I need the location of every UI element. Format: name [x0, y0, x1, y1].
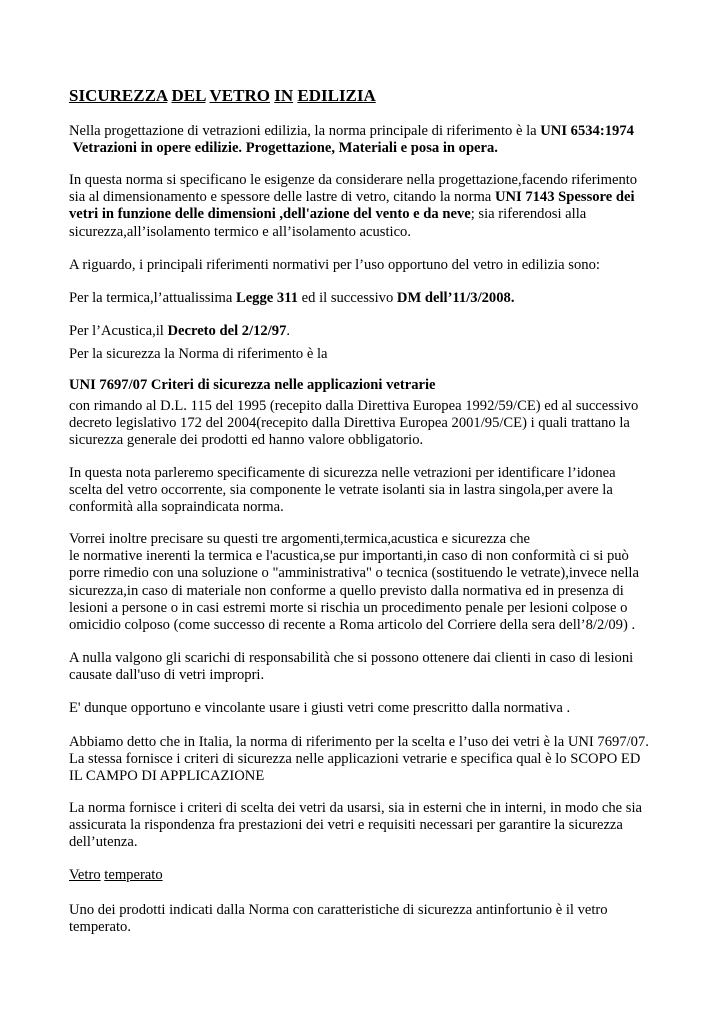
- text-line: temperato.: [69, 919, 131, 936]
- text-line: [69, 123, 709, 140]
- paragraph-responsibility: [69, 650, 709, 684]
- text-line: La stessa fornisce i criteri di sicurezza nelle applicazioni vetrarie e specifica qual è lo SCOPO ED: [69, 751, 641, 768]
- text-line: le normative inerenti la termica e l'acustica,se pur importanti,in caso di non conformità ci si può: [69, 548, 629, 565]
- text-line: [69, 206, 709, 223]
- paragraph-thermal: [69, 290, 709, 307]
- text-line: assicurata la rispondenza fra prestazioni dei vetri e requisiti necessari per garantire la sicurezza: [69, 817, 623, 834]
- text-line: sicurezza,in caso di materiale non conforme a quello previsto dalla normativa ed in presenza di: [69, 582, 624, 599]
- text-span: Per la termica,l’attualissima: [69, 290, 236, 306]
- text-line: In questa nota parleremo specificamente di sicurezza nelle vetrazioni per identificare l’idonea: [69, 465, 616, 481]
- paragraph-intro: [69, 123, 709, 157]
- title-word: IN: [274, 86, 294, 105]
- paragraph-tempered-glass: [69, 902, 709, 936]
- paragraph-decree-details: [69, 398, 709, 450]
- text-span: sia al dimensionamento e spessore delle lastre di vetro, citando la norma: [69, 189, 495, 206]
- norm-reference: UNI 6534:1974: [540, 123, 634, 139]
- norm-title: Vetrazioni in opere edilizie. Progettazione, Materiali e posa in opera.: [72, 140, 498, 157]
- heading-word: temperato: [104, 867, 163, 883]
- paragraph-safety: Per la sicurezza la Norma di riferimento è la: [69, 346, 328, 362]
- norm-reference: UNI 7143 Spessore dei: [494, 189, 635, 206]
- paragraph-norm-scope: [69, 172, 709, 241]
- text-line: Vorrei inoltre precisare su questi tre argomenti,termica,acustica e sicurezza che: [69, 531, 530, 547]
- paragraph-precisation: [69, 531, 709, 634]
- text-line: causate dall'uso di vetri impropri.: [69, 667, 265, 684]
- text-line: lesioni a persone o in casi estremi morte si rischia un procedimento penale per lesioni colpose o: [69, 599, 628, 616]
- paragraph-references-intro: A riguardo, i principali riferimenti normativi per l’uso opportuno del vetro in edilizia sono:: [69, 257, 600, 273]
- title-word: EDILIZIA: [297, 86, 376, 105]
- text-line: decreto legislativo 172 del 2004(recepito dalla Direttiva Europea 2001/95/CE) i quali trattano la: [69, 415, 630, 432]
- law-reference: Legge 311: [235, 290, 298, 306]
- text-line: omicidio colposo (come successo di recente a Roma articolo del Corriere della sera dell’8/2/09) .: [69, 617, 636, 634]
- title-word: DEL: [171, 86, 206, 105]
- text-line: Uno dei prodotti indicati dalla Norma con caratteristiche di sicurezza antinfortunio è il vetro: [69, 902, 608, 918]
- text-line: [69, 189, 709, 206]
- text-line: [69, 140, 709, 157]
- text-span: ed il successivo: [298, 290, 397, 306]
- text-line: conformità alla sopraindicata norma.: [69, 499, 284, 516]
- text-line: La norma fornisce i criteri di scelta dei vetri da usarsi, sia in esterni che in interni, in modo che sia: [69, 800, 643, 816]
- section-heading-tempered-glass: [69, 867, 709, 884]
- decree-reference: Decreto del 2/12/97: [167, 323, 287, 339]
- title-word: VETRO: [209, 86, 270, 105]
- text-line: con rimando al D.L. 115 del 1995 (recepito dalla Direttiva Europea 1992/59/CE) ed al successivo: [69, 398, 639, 414]
- text-span: .: [286, 323, 291, 339]
- decree-reference: DM dell’11/3/2008.: [396, 290, 515, 306]
- text-line: porre rimedio con una soluzione o "amministrativa" o tecnica (sostituendo le vetrate),invece nella: [69, 565, 639, 582]
- heading-word: Vetro: [69, 867, 101, 883]
- text-line: sicurezza,all’isolamento termico e all’isolamento acustico.: [69, 223, 412, 240]
- text-span: ; sia riferendosi alla: [470, 206, 587, 223]
- text-span: Nella progettazione di vetrazioni edilizia, la norma principale di riferimento è la: [69, 123, 541, 139]
- safety-norm-heading: UNI 7697/07 Criteri di sicurezza nelle applicazioni vetrarie: [69, 377, 436, 393]
- paragraph-criteria: [69, 800, 709, 852]
- paragraph-opportunity: E' dunque opportuno e vincolante usare i giusti vetri come prescritto dalla normativa .: [69, 700, 571, 716]
- paragraph-acoustic: [69, 323, 709, 340]
- paragraph-note-purpose: [69, 465, 709, 517]
- text-line: In questa norma si specificano le esigenze da considerare nella progettazione,facendo riferimento: [69, 172, 638, 188]
- text-line: Abbiamo detto che in Italia, la norma di riferimento per la scelta e l’uso dei vetri è la UNI 7697/07.: [69, 734, 649, 750]
- text-line: A nulla valgono gli scarichi di responsabilità che si possono ottenere dai clienti in caso di lesioni: [69, 650, 634, 666]
- norm-title: vetri in funzione delle dimensioni ,dell'azione del vento e da neve: [69, 206, 471, 223]
- title-word: SICUREZZA: [69, 86, 168, 105]
- text-line: sicurezza generale dei prodotti ed hanno valore obbligatorio.: [69, 432, 424, 449]
- text-span: Per l’Acustica,il: [69, 323, 168, 339]
- paragraph-norm-italy: [69, 734, 709, 786]
- text-line: scelta del vetro occorrente, sia componente le vetrate isolanti sia in lastra singola,per avere la: [69, 482, 613, 499]
- text-line: IL CAMPO DI APPLICAZIONE: [69, 768, 265, 785]
- text-line: dell’utenza.: [69, 834, 138, 851]
- page-title: [69, 86, 709, 106]
